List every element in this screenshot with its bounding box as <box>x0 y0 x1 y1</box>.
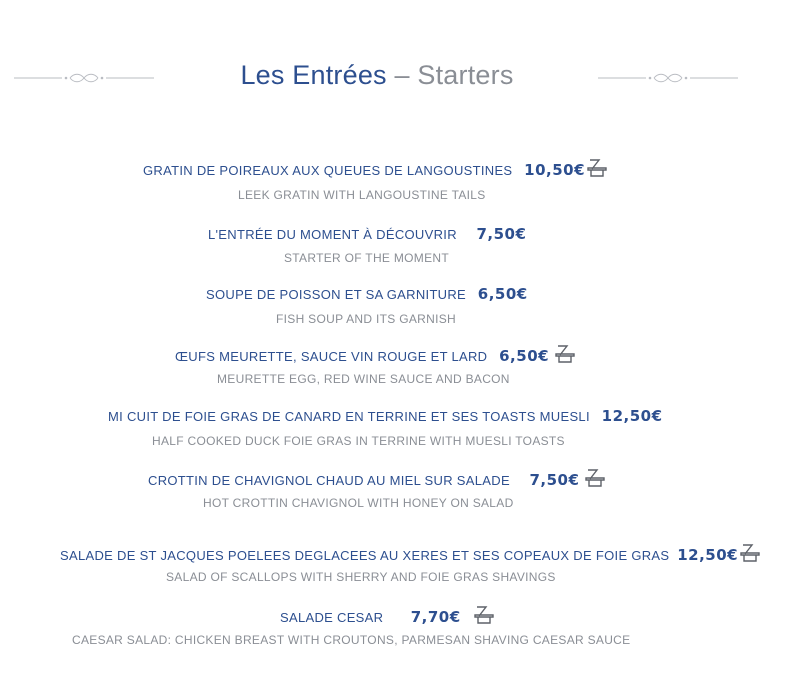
dish-name-french: SOUPE DE POISSON ET SA GARNITURE 6,50€ <box>206 285 528 303</box>
dish-price: 12,50€ <box>677 546 739 564</box>
dish-price: 10,50€ <box>524 161 586 179</box>
dish-name-french: CROTTIN DE CHAVIGNOL CHAUD AU MIEL SUR SALADE 7,50€ <box>148 468 607 489</box>
dish-name-french: SALADE CESAR 7,70€ <box>280 605 496 626</box>
scroll-ornament-icon <box>598 72 738 84</box>
dish-name-english: STARTER OF THE MOMENT <box>284 251 449 265</box>
title-french: Les Entrées <box>240 60 387 90</box>
homemade-pot-icon <box>553 344 577 364</box>
dish-name-french: L'ENTRÉE DU MOMENT À DÉCOUVRIR 7,50€ <box>208 225 527 243</box>
title-separator: – <box>394 60 410 90</box>
dish-name-french: MI CUIT DE FOIE GRAS DE CANARD EN TERRINE ET SES TOASTS MUESLI 12,50€ <box>108 407 663 425</box>
dish-name-english: FISH SOUP AND ITS GARNISH <box>276 312 456 326</box>
dish-name-french: SALADE DE ST JACQUES POELEES DEGLACEES AU XERES ET SES COPEAUX DE FOIE GRAS 12,50€ <box>60 543 762 564</box>
dish-name-english: CAESAR SALAD: CHICKEN BREAST WITH CROUTONS, PARMESAN SHAVING CAESAR SAUCE <box>72 633 631 647</box>
dish-name-english: MEURETTE EGG, RED WINE SAUCE AND BACON <box>217 372 510 386</box>
title-english: Starters <box>417 60 514 90</box>
dish-name-french: GRATIN DE POIREAUX AUX QUEUES DE LANGOUSTINES 10,50€ <box>143 158 609 179</box>
dish-price: 6,50€ <box>499 347 550 365</box>
dish-name-english: HALF COOKED DUCK FOIE GRAS IN TERRINE WITH MUESLI TOASTS <box>152 434 565 448</box>
dish-name-english: SALAD OF SCALLOPS WITH SHERRY AND FOIE GRAS SHAVINGS <box>166 570 556 584</box>
homemade-pot-icon <box>472 605 496 625</box>
dish-name-english: LEEK GRATIN WITH LANGOUSTINE TAILS <box>238 188 486 202</box>
homemade-pot-icon <box>738 543 762 563</box>
homemade-pot-icon <box>583 468 607 488</box>
dish-price: 7,70€ <box>410 608 461 626</box>
dish-price: 12,50€ <box>601 407 663 425</box>
dish-name-english: HOT CROTTIN CHAVIGNOL WITH HONEY ON SALAD <box>203 496 514 510</box>
dish-name-french: ŒUFS MEURETTE, SAUCE VIN ROUGE ET LARD 6,50€ <box>175 344 577 365</box>
homemade-pot-icon <box>585 158 609 178</box>
dish-price: 7,50€ <box>476 225 527 243</box>
dish-price: 7,50€ <box>529 471 580 489</box>
dish-price: 6,50€ <box>477 285 528 303</box>
